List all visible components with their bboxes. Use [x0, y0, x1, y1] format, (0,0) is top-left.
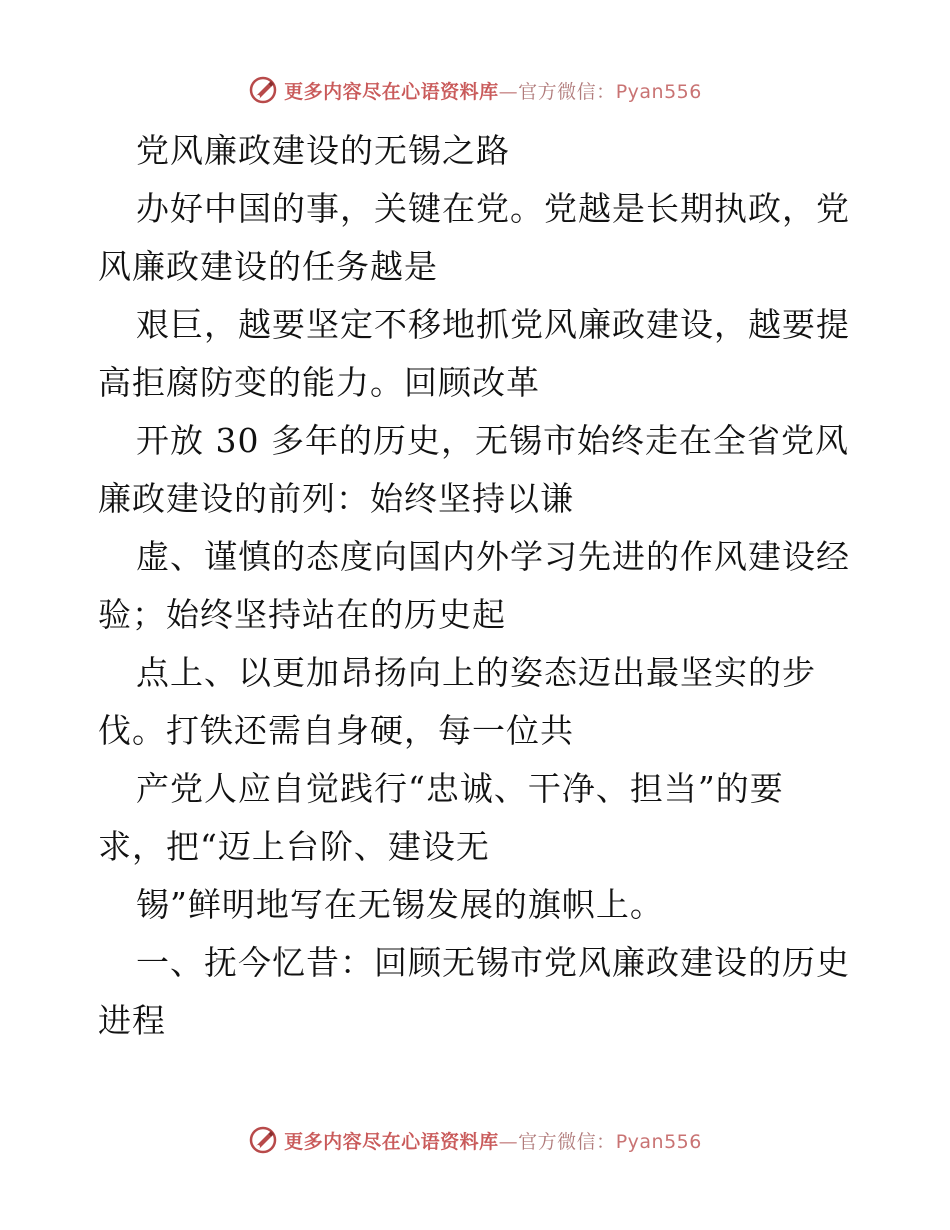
text-line: 开放 30 多年的历史，无锡市始终走在全省党风	[136, 421, 849, 460]
text-line: 产党人应自觉践行“忠诚、干净、担当”的要	[136, 769, 784, 808]
pen-circle-logo-icon	[248, 75, 278, 105]
text-line: 验；始终坚持站在的历史起	[98, 595, 506, 634]
header-banner-main: 更多内容尽在心语资料库	[284, 80, 499, 103]
text-line: 办好中国的事，关键在党。党越是长期执政，党	[136, 189, 850, 228]
header-banner	[0, 70, 950, 110]
text-line: 虚、谨慎的态度向国内外学习先进的作风建设经	[136, 537, 850, 576]
header-banner-dash: —	[498, 80, 519, 103]
text-line: 锡”鲜明地写在无锡发展的旗帜上。	[136, 885, 664, 924]
text-line: 高拒腐防变的能力。回顾改革	[98, 363, 540, 402]
footer-banner-dash: —	[498, 1130, 519, 1153]
footer-banner-text	[284, 1127, 702, 1154]
footer-banner	[0, 1120, 950, 1160]
text-line: 求，把“迈上台阶、建设无	[98, 827, 490, 866]
pen-circle-logo-icon	[248, 1125, 278, 1155]
footer-banner-main: 更多内容尽在心语资料库	[284, 1130, 499, 1153]
header-banner-wechat-label: 官方微信：	[518, 80, 616, 103]
text-line: 伐。打铁还需自身硬，每一位共	[98, 711, 574, 750]
document-title: 党风廉政建设的无锡之路	[136, 131, 510, 170]
text-line: 风廉政建设的任务越是	[98, 247, 438, 286]
header-banner-text	[284, 77, 702, 104]
footer-banner-wechat-label: 官方微信：	[518, 1130, 616, 1153]
text-line: 进程	[98, 1001, 166, 1040]
section-heading: 一、抚今忆昔：回顾无锡市党风廉政建设的历史	[136, 943, 850, 982]
text-line: 廉政建设的前列：始终坚持以谦	[98, 479, 574, 518]
footer-banner-wechat-id: Pyan556	[615, 1130, 702, 1153]
text-line: 艰巨，越要坚定不移地抓党风廉政建设，越要提	[136, 305, 850, 344]
document-body	[98, 122, 858, 1050]
header-banner-wechat-id: Pyan556	[615, 80, 702, 103]
text-line: 点上、以更加昂扬向上的姿态迈出最坚实的步	[136, 653, 816, 692]
